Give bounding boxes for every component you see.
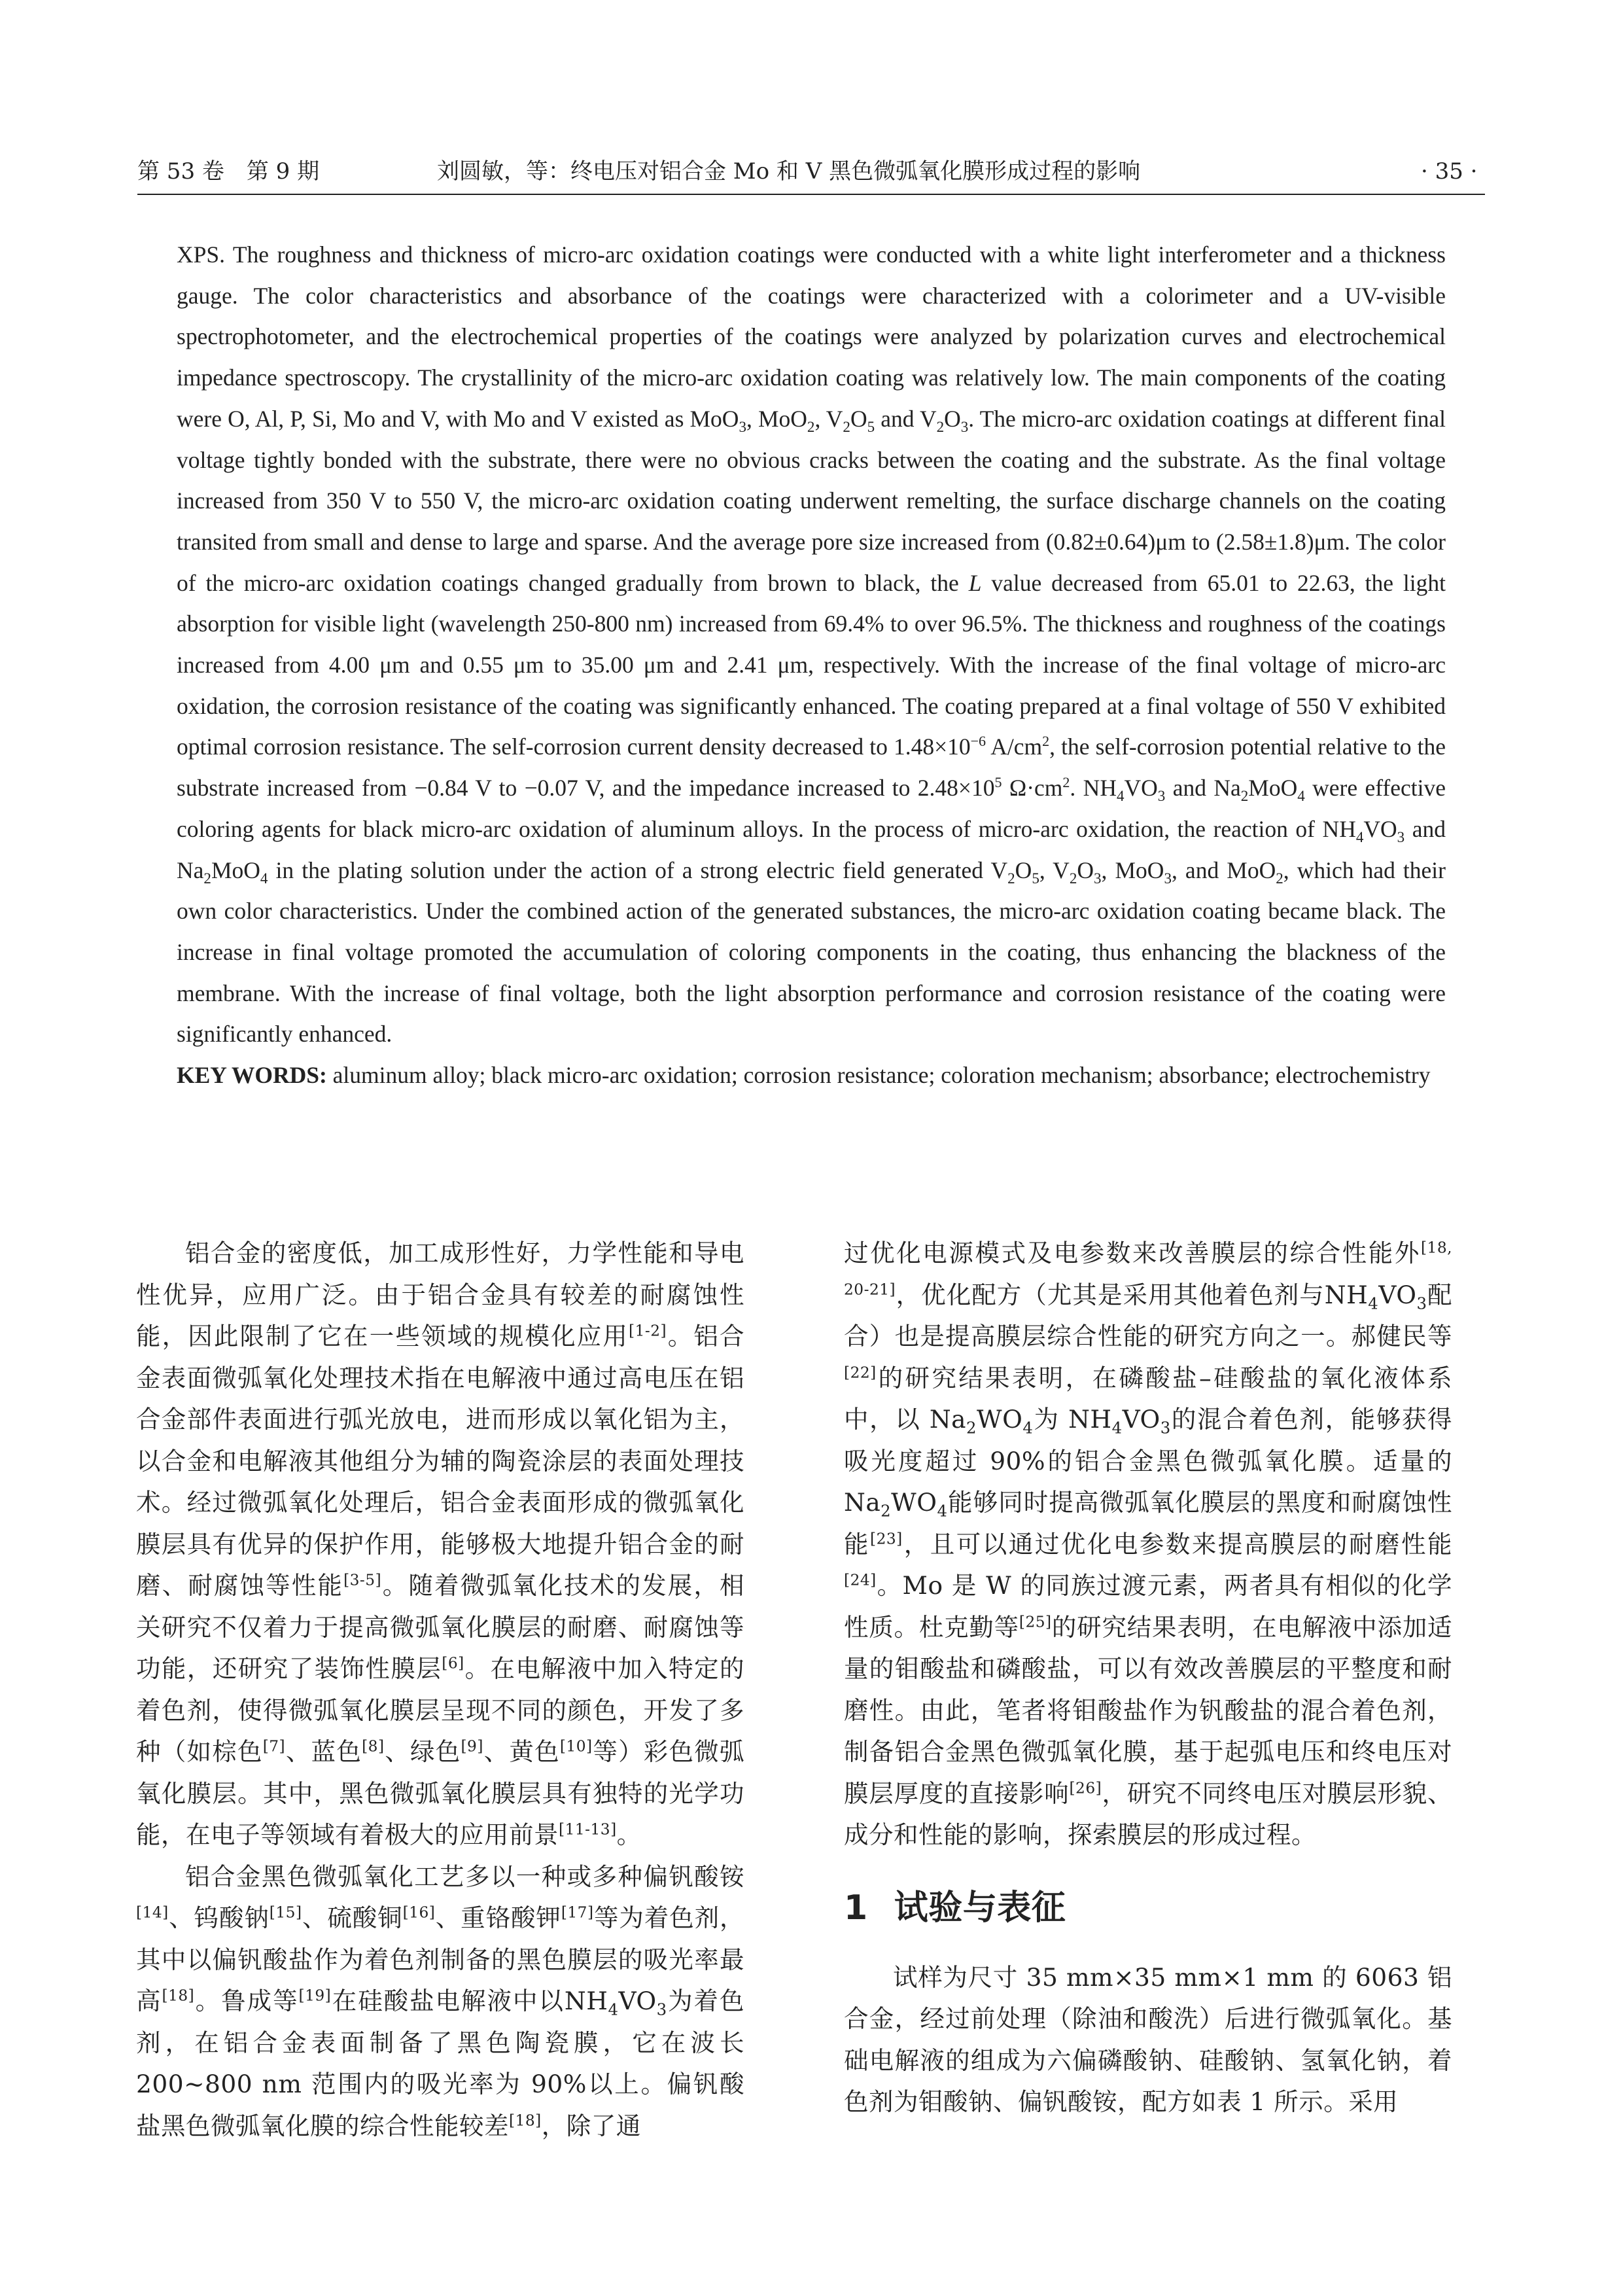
- citation: [3-5]: [343, 1571, 382, 1589]
- citation: [22]: [844, 1364, 877, 1381]
- subscript: 2: [1240, 787, 1249, 805]
- abstract-text: , V: [814, 405, 843, 432]
- subscript: 2: [1276, 869, 1283, 887]
- abstract-text: in the plating solution under the action of a strong electric field generated V: [268, 857, 1008, 883]
- subscript: 4: [1111, 1418, 1123, 1438]
- keywords: [177, 1055, 1446, 1096]
- subscript: 2: [203, 869, 211, 887]
- running-header-volume: 第 53 卷 第 9 期: [137, 158, 320, 185]
- body-paragraph: [844, 1233, 1452, 1856]
- citation: [23]: [870, 1530, 903, 1547]
- subscript: 3: [1397, 828, 1405, 845]
- subscript: 3: [1164, 869, 1172, 887]
- body-text: 过优化电源模式及电参数来改善膜层的综合性能外: [844, 1239, 1421, 1267]
- body-text: 、绿色: [384, 1737, 461, 1766]
- citation: [6]: [442, 1654, 464, 1672]
- abstract-text: VO: [1124, 775, 1158, 802]
- abstract-text: , the self-corrosion potential relative to the substrate increased from −0.84 V to −0.07 V, and the impedance increased to 2.48×10: [177, 733, 1446, 802]
- body-text: 。铝合金表面微弧氧化处理技术指在电解液中通过高电压在铝合金部件表面进行弧光放电，进而形成以氧化铝为主，以合金和电解液其他组分为辅的陶瓷涂层的表面处理技术。经过微弧氧化处理后，铝合金表面形成的微弧氧化膜层具有优异的保护作用，能够极大地提升铝合金的耐磨、耐腐蚀等性能: [136, 1322, 745, 1600]
- body-paragraph: [844, 1957, 1452, 2123]
- citation: [16]: [402, 1903, 436, 1922]
- body-paragraph: [136, 1233, 744, 1856]
- body-text: ，研究不同终电压对膜层形貌、成分和性能的影响，探索膜层的形成过程。: [844, 1778, 1453, 1849]
- keywords-text: aluminum alloy; black micro-arc oxidation; corrosion resistance; coloration mechanism; absorbance; electrochemistry: [326, 1062, 1431, 1089]
- superscript: 5: [994, 774, 1002, 791]
- subscript: 4: [1368, 1294, 1379, 1313]
- section-title: 试验与表征: [894, 1888, 1066, 1928]
- subscript: 4: [1116, 787, 1125, 805]
- citation: [24]: [844, 1571, 877, 1589]
- subscript: 2: [881, 1501, 892, 1521]
- abstract-text: value decreased from 65.01 to 22.63, the light absorption for visible light (wavelength 250-800 nm) increased from 69.4% to over 96.5%. The thickness and roughness of the coatings increased from 4.00 μm and 0.55 μm to 35.00 μm and 2.41 μm, respectively. With the increase of the final voltage of micro-arc oxidation, the corrosion resistance of the coating was significantly enhanced. The coating prepared at a final voltage of 550 V exhibited optimal corrosion resistance. The self-corrosion current density decreased to 1.48×10: [177, 569, 1446, 760]
- citation: [7]: [262, 1737, 286, 1756]
- citation: [14]: [136, 1903, 169, 1922]
- citation: [17]: [561, 1903, 594, 1922]
- abstract-text: and Na: [1165, 775, 1241, 802]
- body-text: 。Mo 是 W 的同族过渡元素，两者具有相似的化学性质。杜克勤等: [844, 1571, 1452, 1642]
- abstract-text: XPS. The roughness and thickness of micro-arc oxidation coatings were conducted with a white light interferometer and a thickness gauge. The color characteristics and absorbance of the coatings were characterized with a colorimeter and a UV-visible spectrophotometer, and the electrochemical properties of the coatings were analyzed by polarization curves and electrochemical impedance spectroscopy. The crystallinity of the micro-arc oxidation coating was relatively low. The main components of the coating were O, Al, P, Si, Mo and V, with Mo and V existed as MoO: [177, 241, 1446, 432]
- abstract-text: and V: [875, 405, 937, 432]
- body-text: WO: [891, 1488, 937, 1517]
- body-text: 、黄色: [483, 1737, 560, 1766]
- subscript: 2: [807, 417, 815, 435]
- abstract-text: MoO: [211, 857, 260, 883]
- body-text: 铝合金的密度低，加工成形性好，力学性能和导电性优异，应用广泛。由于铝合金具有较差的耐腐蚀性能，因此限制了它在一些领域的规模化应用: [136, 1239, 744, 1351]
- body-text: 试样为尺寸 35 mm×35 mm×1 mm 的 6063 铝合金，经过前处理（除油和酸洗）后进行微弧氧化。基础电解液的组成为六偏磷酸钠、硅酸钠、氢氧化钠，着色剂为钼酸钠、偏钒酸铵，配方如表 1 所示。采用: [844, 1962, 1452, 2116]
- subscript: 3: [1093, 869, 1102, 887]
- body-text: 、重铬酸钾: [435, 1903, 561, 1932]
- english-abstract: [177, 234, 1446, 1096]
- header-rule: [137, 194, 1485, 195]
- body-text: 。: [616, 1820, 642, 1849]
- citation: [25]: [1019, 1613, 1052, 1631]
- citation: [10]: [559, 1737, 593, 1756]
- keywords-label: KEY WORDS:: [177, 1062, 327, 1089]
- citation: [8]: [362, 1737, 385, 1756]
- running-header-page-number: · 35 ·: [1421, 158, 1478, 185]
- body-text: 、钨酸钠: [168, 1903, 270, 1932]
- body-text: 能够同时提高微弧氧化膜层的黑度和耐腐蚀性能: [844, 1488, 1452, 1559]
- subscript: 3: [739, 417, 746, 435]
- body-text: 的研究结果表明，在磷酸盐–硅酸盐的氧化液体系中，以 Na: [844, 1363, 1452, 1434]
- subscript: 4: [1022, 1418, 1034, 1438]
- subscript: 5: [867, 417, 875, 435]
- body-text: 。随着微弧氧化技术的发展，相关研究不仅着力于提高微弧氧化膜层的耐磨、耐腐蚀等功能，还研究了装饰性膜层: [136, 1571, 745, 1683]
- abstract-text: . NH: [1070, 775, 1117, 802]
- subscript: 2: [936, 417, 945, 435]
- abstract-text: A/cm: [986, 733, 1043, 760]
- section-heading: [844, 1885, 1452, 1931]
- body-column-right: [844, 1233, 1452, 2123]
- body-text: 、蓝色: [285, 1737, 362, 1766]
- abstract-text: were effective coloring agents for black micro-arc oxidation of aluminum alloys. In the process of micro-arc oxidation, the reaction of NH: [177, 775, 1446, 842]
- body-text: ，除了通: [541, 2111, 641, 2140]
- body-text: 在硅酸盐电解液中以NH: [331, 1987, 608, 2015]
- citation: [9]: [461, 1737, 483, 1756]
- superscript: 2: [1062, 774, 1070, 791]
- body-paragraph: [136, 1856, 744, 2147]
- citation: [18]: [162, 1987, 195, 2005]
- body-text: 配合）也是提高膜层综合性能的研究方向之一。郝健民等: [844, 1280, 1453, 1351]
- abstract-text: O: [1077, 857, 1094, 883]
- citation: [19]: [298, 1987, 332, 2005]
- running-header-title: 刘圆敏，等：终电压对铝合金 Mo 和 V 黑色微弧氧化膜形成过程的影响: [437, 158, 1141, 185]
- citation: [18, 20-21]: [844, 1239, 1452, 1298]
- subscript: 4: [937, 1501, 948, 1521]
- body-text: VO: [1122, 1405, 1161, 1434]
- body-text: 铝合金黑色微弧氧化工艺多以一种或多种偏钒酸铵: [185, 1862, 744, 1891]
- body-text: VO: [618, 1987, 657, 2015]
- abstract-text: Ω·cm: [1002, 775, 1063, 802]
- body-text: 、硫酸铜: [302, 1903, 403, 1932]
- subscript: 2: [843, 417, 850, 435]
- subscript: 4: [260, 869, 268, 887]
- abstract-text: , V: [1039, 857, 1070, 883]
- subscript: 3: [960, 417, 969, 435]
- section-number: 1: [844, 1888, 868, 1928]
- subscript: 3: [656, 2000, 667, 2019]
- subscript: 4: [608, 2000, 619, 2019]
- abstract-text: O: [1015, 857, 1032, 883]
- abstract-text: O: [944, 405, 961, 432]
- italic-symbol: L: [968, 569, 982, 596]
- body-text: VO: [1378, 1280, 1417, 1309]
- body-text: 的研究结果表明，在电解液中添加适量的钼酸盐和磷酸盐，可以有效改善膜层的平整度和耐磨性。由此，笔者将钼酸盐作为钒酸盐的混合着色剂，制备铝合金黑色微弧氧化膜，基于起弧电压和终电压对膜层厚度的直接影响: [844, 1612, 1452, 1808]
- abstract-text: and Na: [177, 815, 1446, 883]
- abstract-text: , MoO: [1101, 857, 1164, 883]
- body-text: 等为着色剂，其中以偏钒酸盐作为着色剂制备的黑色膜层的吸光率最高: [136, 1903, 745, 2015]
- subscript: 2: [1007, 869, 1015, 887]
- subscript: 4: [1297, 787, 1305, 805]
- citation: [26]: [1069, 1779, 1102, 1797]
- subscript: 5: [1032, 869, 1039, 887]
- subscript: 2: [966, 1418, 977, 1438]
- body-text: ，且可以通过优化电参数来提高膜层的耐磨性能: [902, 1529, 1453, 1559]
- abstract-text: , MoO: [746, 405, 807, 432]
- subscript: 2: [1069, 869, 1077, 887]
- body-text: 。鲁成等: [194, 1987, 299, 2015]
- citation: [18]: [509, 2111, 542, 2129]
- abstract-text: VO: [1363, 815, 1397, 842]
- body-text: 。在电解液中加入特定的着色剂，使得微弧氧化膜层呈现不同的颜色，开发了多种（如棕色: [136, 1654, 744, 1766]
- citation: [1-2]: [629, 1322, 667, 1340]
- subscript: 3: [1160, 1418, 1171, 1438]
- superscript: 2: [1042, 733, 1050, 750]
- body-text: 等）彩色微弧氧化膜层。其中，黑色微弧氧化膜层具有独特的光学功能，在电子等领域有着极大的应用前景: [136, 1737, 745, 1849]
- body-text: 为着色剂，在铝合金表面制备了黑色陶瓷膜，它在波长 200~800 nm 范围内的吸光率为 90%以上。偏钒酸盐黑色微弧氧化膜的综合性能较差: [136, 1987, 745, 2140]
- citation: [15]: [269, 1903, 302, 1922]
- body-column-left: [136, 1233, 744, 2147]
- body-text: 为 NH: [1033, 1405, 1112, 1434]
- abstract-paragraph: [177, 234, 1446, 1055]
- body-text: ，优化配方（尤其是采用其他着色剂与NH: [896, 1280, 1369, 1309]
- body-text: WO: [977, 1405, 1023, 1434]
- superscript: −6: [970, 733, 986, 750]
- abstract-text: . The micro-arc oxidation coatings at different final voltage tightly bonded with the substrate, there were no obvious cracks between the coating and the substrate. As the final voltage increased from 350 V to 550 V, the micro-arc oxidation coating underwent remelting, the surface discharge channels on the coating transited from small and dense to large and sparse. And the average pore size increased from (0.82±0.64)μm to (2.58±1.8)μm. The color of the micro-arc oxidation coatings changed gradually from brown to black, the: [177, 405, 1446, 596]
- abstract-text: MoO: [1248, 775, 1298, 802]
- abstract-text: , which had their own color characteristics. Under the combined action of the generated substances, the micro-arc oxidation coating became black. The increase in final voltage promoted the accumulation of coloring components in the coating, thus enhancing the blackness of the membrane. With the increase of final voltage, both the light absorption performance and corrosion resistance of the coating were significantly enhanced.: [177, 857, 1446, 1048]
- subscript: 4: [1355, 828, 1364, 845]
- abstract-text: O: [850, 405, 867, 432]
- subscript: 3: [1416, 1294, 1427, 1313]
- abstract-text: , and MoO: [1171, 857, 1276, 883]
- citation: [11-13]: [559, 1820, 617, 1839]
- body-text: 的混合着色剂，能够获得吸光度超过 90%的铝合金黑色微弧氧化膜。适量的 Na: [844, 1405, 1453, 1517]
- subscript: 3: [1157, 787, 1166, 805]
